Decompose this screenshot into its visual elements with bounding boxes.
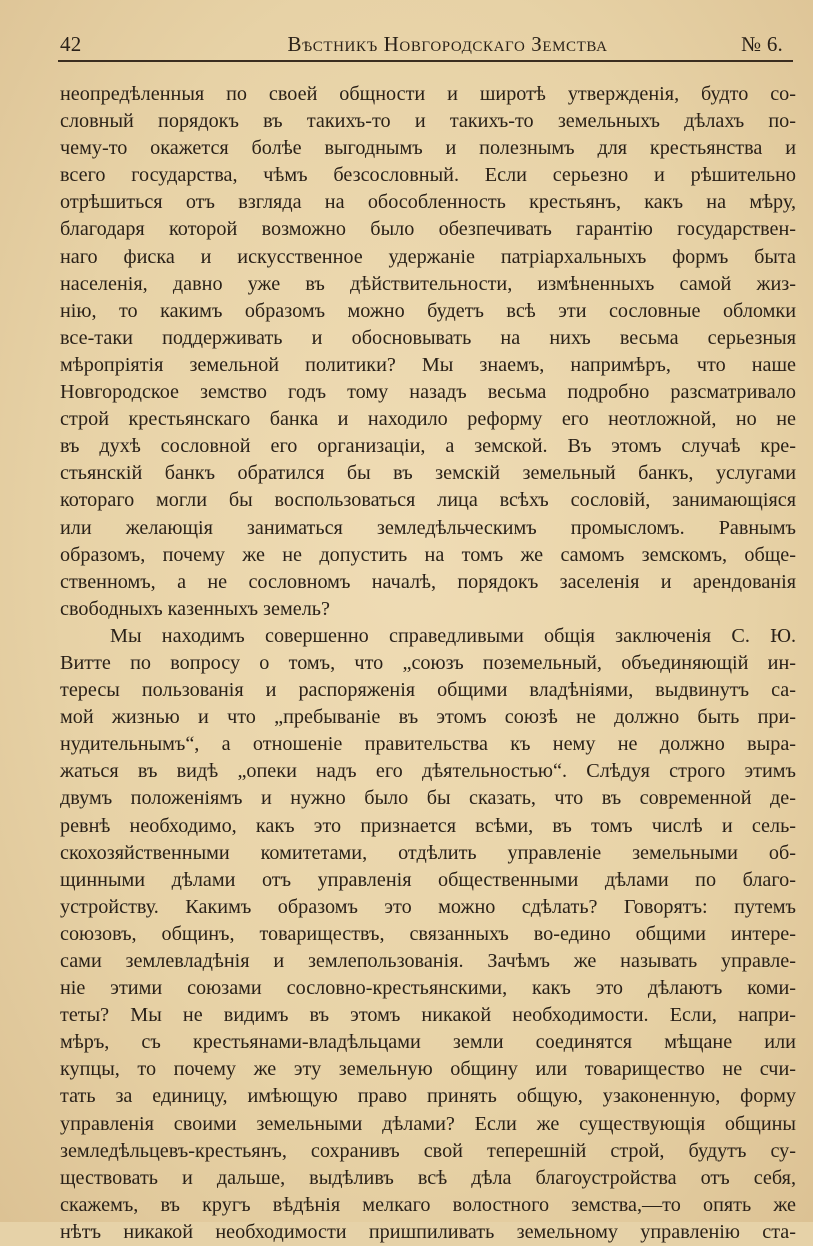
- text-line: тать за единицу, имѣющую право принять общую, узаконенную, форму: [60, 1085, 796, 1108]
- text-line: неопредѣленныя по своей общности и широтѣ утвержденія, будто со-: [60, 83, 796, 105]
- text-line: мѣропріятія земельной политики? Мы знаемъ, напримѣръ, что наше: [60, 353, 796, 376]
- text-line: управленія своими земельными дѣлами? Если же существующія общины: [60, 1112, 796, 1135]
- text-line: ревнѣ необходимо, какъ это признается всѣми, въ томъ числѣ и сель-: [60, 814, 796, 837]
- text-line: котораго могли бы воспользоваться лица всѣхъ сословій, занимающіяся: [60, 489, 796, 512]
- text-line: населенія, давно уже въ дѣйствительности, измѣненныхъ самой жиз-: [60, 272, 796, 295]
- text-line: тересы пользованія и распоряженія общими владѣніями, выдвинутъ са-: [60, 679, 796, 702]
- text-line: отрѣшиться отъ взгляда на обособленность крестьянъ, какъ на мѣру,: [60, 191, 796, 214]
- text-line: образомъ, почему же не допустить на томъ же самомъ земскомъ, обще-: [60, 543, 796, 566]
- text-line: теты? Мы не видимъ въ этомъ никакой необходимости. Если, напри-: [60, 1004, 796, 1027]
- text-line: ществовать и дальше, выдѣливъ всѣ дѣла благоустройства отъ себя,: [60, 1166, 796, 1189]
- paragraph: [60, 623, 796, 1246]
- text-line: земледѣльцевъ-крестьянъ, сохранивъ свой теперешній строй, будутъ су-: [60, 1139, 796, 1162]
- text-line: нію, то какимъ образомъ можно будетъ всѣ эти сословные обломки: [60, 299, 796, 322]
- text-line: нѣтъ никакой необходимости пришпиливать земельному управленію ста-: [60, 1220, 796, 1243]
- text-line: строй крестьянскаго банка и находило реформу его неотложной, но не: [60, 408, 796, 431]
- text-line: всего государства, чѣмъ безсословный. Если серьезно и рѣшительно: [60, 164, 796, 187]
- text-line: стьянскій банкъ обратился бы въ земскій земельный банкъ, услугами: [60, 462, 796, 485]
- text-line: двумъ положеніямъ и нужно было бы сказать, что въ современной де-: [60, 787, 796, 810]
- text-line: союзовъ, общинъ, товариществъ, связанныхъ во-едино общими интере-: [60, 922, 796, 945]
- header-rule: [58, 60, 793, 62]
- text-line: устройству. Какимъ образомъ это можно сдѣлать? Говорятъ: путемъ: [60, 895, 796, 918]
- body-text: [60, 81, 796, 1246]
- issue-number: № 6.: [741, 32, 783, 56]
- text-line: чему-то окажется болѣе выгоднымъ и полезнымъ для крестьянства и: [60, 137, 796, 160]
- text-line: ственномъ, а не сословномъ началѣ, порядокъ заселенія и арендованія: [60, 570, 796, 593]
- text-line: жаться въ видѣ „опеки надъ его дѣятельностью“. Слѣдуя строго этимъ: [60, 760, 796, 783]
- text-line: словный порядокъ въ такихъ-то и такихъ-то земельныхъ дѣлахъ по-: [60, 110, 796, 133]
- text-line: мѣръ, съ крестьянами-владѣльцами земли соединятся мѣщане или: [60, 1031, 796, 1054]
- text-line: купцы, то почему же эту земельную общину или товарищество не счи-: [60, 1058, 796, 1081]
- text-line: сами землевладѣнія и землепользованія. Зачѣмъ же называть управле-: [60, 950, 796, 972]
- text-line: или желающія заниматься земледѣльческимъ промысломъ. Равнымъ: [60, 516, 796, 539]
- paragraph: [60, 81, 796, 623]
- text-line: скажемъ, въ кругъ вѣдѣнія мелкаго волостного земства,—то опять же: [60, 1193, 796, 1216]
- text-line: все-таки поддерживать и обосновывать на нихъ весьма серьезныя: [60, 326, 796, 349]
- page-number: 42: [60, 32, 82, 56]
- text-line: въ духѣ сословной его организаціи, а земской. Въ этомъ случаѣ кре-: [60, 435, 796, 458]
- journal-title: Вѣстникъ Новгородскаго Земства: [287, 32, 608, 56]
- text-line: скохозяйственными комитетами, отдѣлить управленіе земельными об-: [60, 841, 796, 864]
- text-line: нудительнымъ“, а отношеніе правительства къ нему не должно выра-: [60, 733, 796, 756]
- text-line: свободныхъ казенныхъ земель?: [60, 597, 330, 620]
- text-line: Мы находимъ совершенно справедливыми общія заключенія С. Ю.: [110, 624, 796, 647]
- running-header: [60, 28, 795, 58]
- text-line: Новгородское земство годъ тому назадъ весьма подробно разсматривало: [60, 381, 796, 404]
- text-line: ніе этими союзами сословно-крестьянскими, какъ это дѣлаютъ коми-: [60, 977, 796, 1000]
- text-line: Витте по вопросу о томъ, что „союзъ поземельный, объединяющій ин-: [60, 651, 796, 674]
- text-line: благодаря которой возможно было обезпечивать гарантію государствен-: [60, 218, 796, 241]
- text-line: наго фиска и искусственное удержаніе патріархальныхъ формъ быта: [60, 245, 796, 268]
- text-line: щинными дѣлами отъ управленія общественными дѣлами по благо-: [60, 868, 796, 891]
- text-line: мой жизнью и что „пребываніе въ этомъ союзѣ не должно быть при-: [60, 706, 796, 729]
